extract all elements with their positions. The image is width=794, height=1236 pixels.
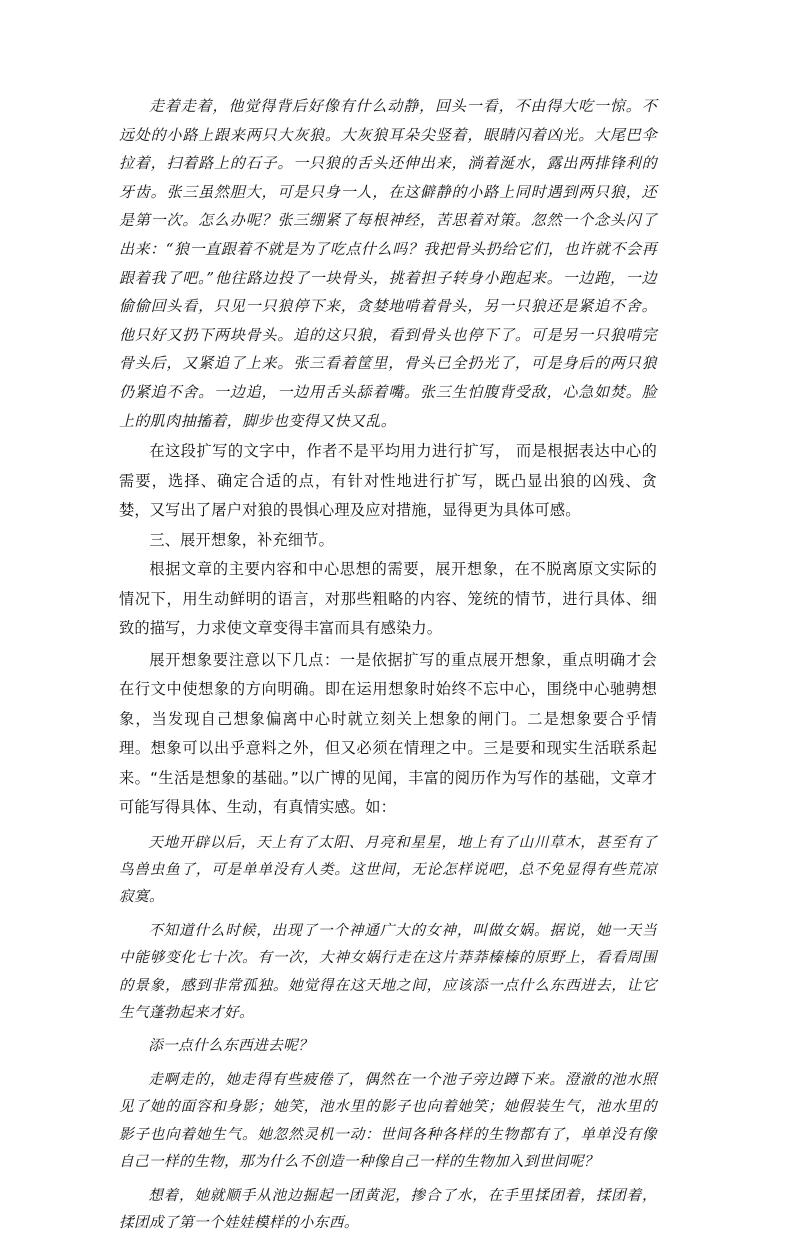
example-paragraph-pond: 走啊走的，她走得有些疲倦了，偶然在一个池子旁边蹲下来。澄澈的池水照见了她的面容和身影；她笑，池水里的影子也向着她笑；她假装生气，池水里的影子也向着她生气。她忽然灵机一动：世间各种各样的生物都有了，单单没有像自己一样的生物，那为什么不创造一种像自己一样的生物加入到世间呢？ — [119, 1066, 657, 1176]
story-paragraph-wolf: 走着走着，他觉得背后好像有什么动静，回头一看，不由得大吃一惊。不远处的小路上跟来两只大灰狼。大灰狼耳朵尖竖着，眼睛闪着凶光。大尾巴伞拉着，扫着路上的石子。一只狼的舌头还伸出来，淌着涎水，露出两排锋利的牙齿。张三虽然胆大，可是只身一人，在这僻静的小路上同时遇到两只狼，还是第一次。怎么办呢？张三绷紧了每根神经，苦思着对策。忽然一个念头闪了出来：“狼一直跟着不就是为了吃点什么吗？我把骨头扔给它们，也许就不会再跟着我了吧。”他往路边投了一块骨头，挑着担子转身小跑起来。一边跑，一边偷偷回头看，只见一只狼停下来，贪婪地啃着骨头，另一只狼还是紧追不舍。他只好又扔下两块骨头。追的这只狼，看到骨头也停下了。可是另一只狼啃完骨头后，又紧追了上来。张三看着筐里，骨头已全扔光了，可是身后的两只狼仍紧追不舍。一边追，一边用舌头舔着嘴。张三生怕腹背受敌，心急如焚。脸上的肌肉抽搐着，脚步也变得又快又乱。 — [119, 92, 657, 435]
section-heading-imagination: 三、展开想象，补充细节。 — [119, 526, 657, 556]
analysis-paragraph: 在这段扩写的文字中，作者不是平均用力进行扩写， 而是根据表达中心的需要，选择、确定合适的点，有针对性地进行扩写，既凸显出狼的凶残、贪婪，又写出了屠户对狼的畏惧心理及应对措施，显得更为具体可感。 — [119, 437, 657, 526]
example-paragraph-creation: 天地开辟以后，天上有了太阳、月亮和星星，地上有了山川草木，甚至有了鸟兽虫鱼了，可是单单没有人类。这世间，无论怎样说吧，总不免显得有些荒凉寂寞。 — [119, 829, 657, 911]
example-paragraph-clay: 想着，她就顺手从池边掘起一团黄泥，掺合了水，在手里揉团着，揉团着，揉团成了第一个娃娃模样的小东西。 — [119, 1182, 657, 1236]
document-body — [119, 92, 657, 1236]
example-paragraph-question: 添一点什么东西进去呢？ — [119, 1032, 657, 1059]
guidelines-paragraph: 展开想象要注意以下几点：一是依据扩写的重点展开想象，重点明确才会在行文中使想象的方向明确。即在运用想象时始终不忘中心，围绕中心驰骋想象，当发现自己想象偏离中心时就立刻关上想象的闸门。二是想象要合乎情理。想象可以出乎意料之外，但又必须在情理之中。三是要和现实生活联系起来。“生活是想象的基础。”以广博的见闻，丰富的阅历作为写作的基础，文章才可能写得具体、生动，有真情实感。如： — [119, 646, 657, 823]
explanation-paragraph: 根据文章的主要内容和中心思想的需要，展开想象，在不脱离原文实际的情况下，用生动鲜明的语言，对那些粗略的内容、笼统的情节，进行具体、细致的描写，力求使文章变得丰富而具有感染力。 — [119, 555, 657, 644]
example-paragraph-nuwa: 不知道什么时候，出现了一个神通广大的女神，叫做女娲。据说，她一天当中能够变化七十次。有一次，大神女娲行走在这片莽莽榛榛的原野上，看看周围的景象，感到非常孤独。她觉得在这天地之间，应该添一点什么东西进去，让它生气蓬勃起来才好。 — [119, 917, 657, 1027]
